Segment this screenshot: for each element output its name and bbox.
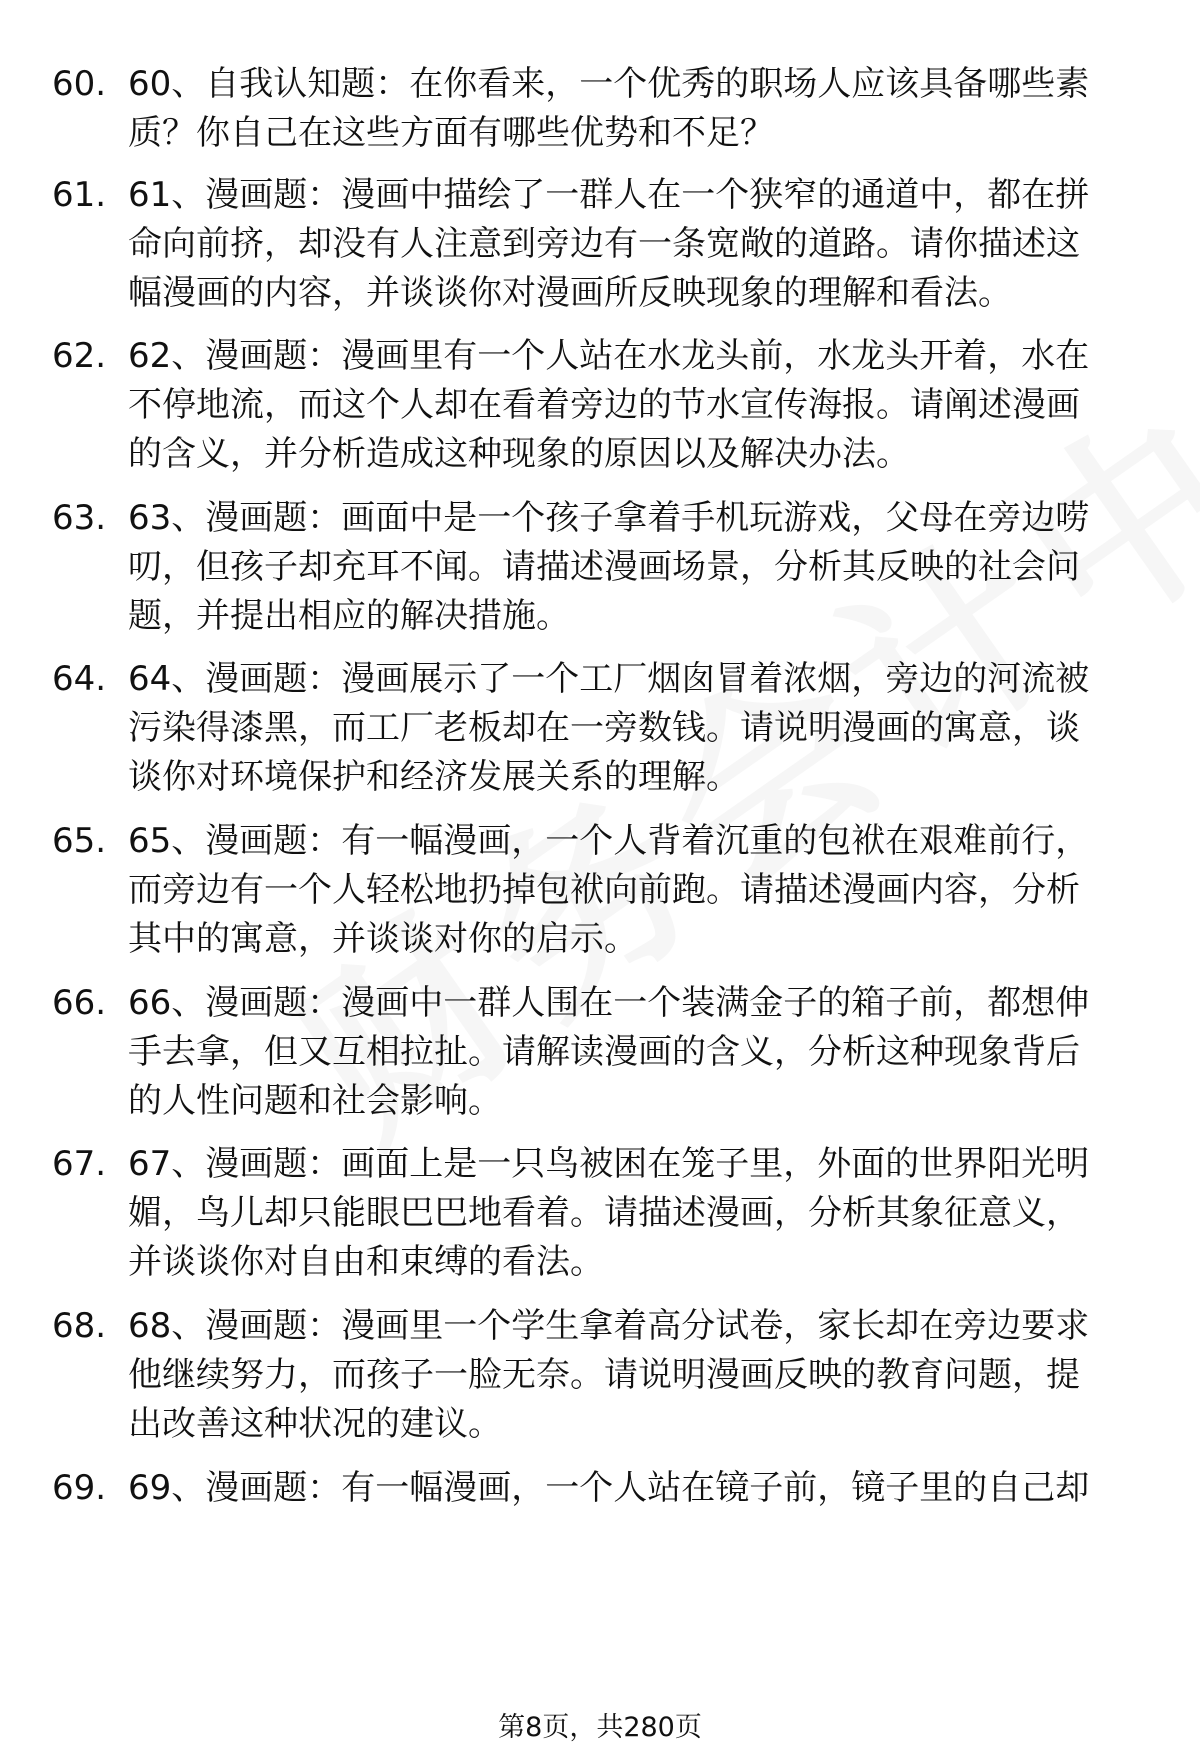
question-text-line: 谈你对环境保护和经济发展关系的理解。 xyxy=(128,757,740,797)
question-number: 63. xyxy=(52,498,107,538)
question-text-line: 不停地流，而这个人却在看着旁边的节水宣传海报。请阐述漫画 xyxy=(128,385,1080,425)
question-number: 68. xyxy=(52,1306,107,1346)
question-text-line: 手去拿，但又互相拉扯。请解读漫画的含义，分析这种现象背后 xyxy=(128,1032,1080,1072)
question-text-line: 其中的寓意，并谈谈对你的启示。 xyxy=(128,919,638,959)
question-text-line: 62、漫画题：漫画里有一个人站在水龙头前，水龙头开着，水在 xyxy=(128,336,1090,376)
question-text-line: 他继续努力，而孩子一脸无奈。请说明漫画反映的教育问题，提 xyxy=(128,1355,1080,1395)
question-text-line: 的含义，并分析造成这种现象的原因以及解决办法。 xyxy=(128,434,910,474)
question-text-line: 而旁边有一个人轻松地扔掉包袱向前跑。请描述漫画内容，分析 xyxy=(128,870,1080,910)
question-text-line: 69、漫画题：有一幅漫画，一个人站在镜子前，镜子里的自己却 xyxy=(128,1468,1090,1508)
question-text-line: 题，并提出相应的解决措施。 xyxy=(128,596,570,636)
question-text-line: 61、漫画题：漫画中描绘了一群人在一个狭窄的通道中，都在拼 xyxy=(128,175,1090,215)
question-text-line: 并谈谈你对自由和束缚的看法。 xyxy=(128,1242,604,1282)
question-number: 60. xyxy=(52,64,107,104)
question-number: 69. xyxy=(52,1468,107,1508)
question-text-line: 66、漫画题：漫画中一群人围在一个装满金子的箱子前，都想伸 xyxy=(128,983,1090,1023)
question-text-line: 质？你自己在这些方面有哪些优势和不足？ xyxy=(128,113,774,153)
page-footer: 第8页，共280页 xyxy=(498,1712,702,1743)
question-text-line: 叨，但孩子却充耳不闻。请描述漫画场景，分析其反映的社会问 xyxy=(128,547,1080,587)
question-number: 62. xyxy=(52,336,107,376)
question-number: 66. xyxy=(52,983,107,1023)
question-text-line: 65、漫画题：有一幅漫画，一个人背着沉重的包袱在艰难前行， xyxy=(128,821,1090,861)
question-text-line: 媚，鸟儿却只能眼巴巴地看着。请描述漫画，分析其象征意义， xyxy=(128,1193,1080,1233)
question-text-line: 污染得漆黑，而工厂老板却在一旁数钱。请说明漫画的寓意，谈 xyxy=(128,708,1080,748)
question-number: 67. xyxy=(52,1144,107,1184)
question-text-line: 63、漫画题：画面中是一个孩子拿着手机玩游戏，父母在旁边唠 xyxy=(128,498,1090,538)
question-text-line: 67、漫画题：画面上是一只鸟被困在笼子里，外面的世界阳光明 xyxy=(128,1144,1090,1184)
question-text-line: 的人性问题和社会影响。 xyxy=(128,1081,502,1121)
question-number: 61. xyxy=(52,175,107,215)
question-text-line: 60、自我认知题：在你看来，一个优秀的职场人应该具备哪些素 xyxy=(128,64,1090,104)
question-text-line: 幅漫画的内容，并谈谈你对漫画所反映现象的理解和看法。 xyxy=(128,273,1012,313)
question-number: 65. xyxy=(52,821,107,861)
question-text-line: 64、漫画题：漫画展示了一个工厂烟囱冒着浓烟，旁边的河流被 xyxy=(128,659,1090,699)
question-text-line: 命向前挤，却没有人注意到旁边有一条宽敞的道路。请你描述这 xyxy=(128,224,1080,264)
question-number: 64. xyxy=(52,659,107,699)
question-text-line: 出改善这种状况的建议。 xyxy=(128,1404,502,1444)
question-text-line: 68、漫画题：漫画里一个学生拿着高分试卷，家长却在旁边要求 xyxy=(128,1306,1090,1346)
